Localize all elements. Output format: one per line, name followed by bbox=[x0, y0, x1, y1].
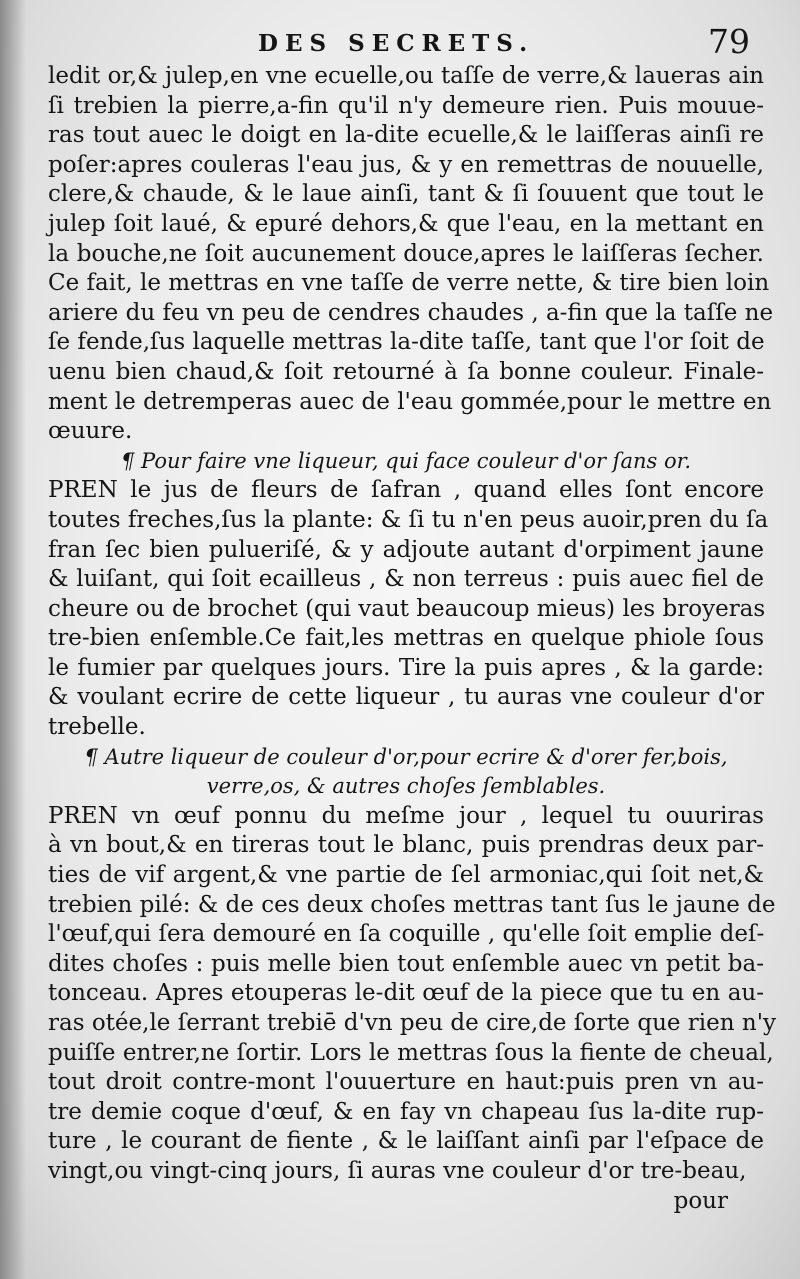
text-line: PREN le jus de fleurs de ſafran , quand elles ſont encore bbox=[48, 477, 764, 504]
text-line: tre demie coque d'œuf, & en fay vn chapeau ſus la-dite rup- bbox=[48, 1098, 764, 1125]
text-line: julep ſoit laué, & epuré dehors,& que l'eau, en la mettant en bbox=[48, 210, 764, 237]
gutter-shadow bbox=[0, 0, 26, 1279]
text-line: l'œuf,qui ſera demouré en ſa coquille , qu'elle ſoit emplie deſ- bbox=[48, 921, 765, 948]
text-line: tout droit contre-mont l'ouuerture en haut:puis pren vn au- bbox=[48, 1069, 764, 1096]
text-line: ſi trebien la pierre,a-fin qu'il n'y demeure rien. Puis mouue- bbox=[48, 92, 764, 119]
running-title: DES SECRETS. bbox=[258, 30, 535, 57]
text-line: Ce fait, le mettras en vne taſſe de verre nette, & tire bien loin bbox=[48, 270, 770, 297]
text-line: ras tout auec le doigt en la-dite ecuelle,& le laiſſeras ainſi re bbox=[48, 122, 764, 149]
text-line: ties de vif argent,& vne partie de ſel armoniac,qui ſoit net,& bbox=[48, 862, 764, 889]
section-heading-line: ¶ Autre liqueur de couleur d'or,pour ecrire & d'orer fer,bois, bbox=[84, 744, 728, 769]
text-line: poſer:apres couleras l'eau jus, & y en remettras de nouuelle, bbox=[48, 151, 764, 178]
text-line: à vn bout,& en tireras tout le blanc, puis prendras deux par- bbox=[48, 832, 764, 859]
section-heading-line: ¶ Pour faire vne liqueur, qui face couleur d'or ſans or. bbox=[121, 448, 691, 473]
text-line: trebelle. bbox=[48, 714, 146, 741]
text-line: tre-bien enſemble.Ce fait,les mettras en quelque phiole ſous bbox=[48, 625, 764, 652]
text-line: PREN vn œuf ponnu du meſme jour , lequel tu ouuriras bbox=[48, 802, 764, 829]
text-line: vingt,ou vingt-cinq jours, ſi auras vne couleur d'or tre-beau, bbox=[48, 1157, 747, 1184]
text-line: uenu bien chaud,& ſoit retourné à ſa bonne couleur. Finale- bbox=[48, 358, 764, 385]
text-line: & voulant ecrire de cette liqueur , tu auras vne couleur d'or bbox=[48, 684, 764, 711]
text-line: ment le detremperas auec de l'eau gommée,pour le mettre en bbox=[48, 388, 772, 415]
text-line: ledit or,& julep,en vne ecuelle,ou taſſe de verre,& laueras ain bbox=[48, 63, 764, 89]
text-line: toutes freches,ſus la plante: & ſi tu n'en peus auoir,pren du ſa bbox=[48, 506, 769, 533]
text-line: trebien pilé: & de ces deux choſes mettras tant ſus le jaune de bbox=[48, 891, 776, 918]
text-line: ariere du feu vn peu de cendres chaudes , a-fin que la taſſe ne bbox=[48, 299, 774, 326]
page-body bbox=[48, 62, 777, 1216]
text-line: œuure. bbox=[48, 418, 133, 445]
text-line: dites choſes : puis melle bien tout enſemble auec vn petit ba- bbox=[48, 950, 764, 977]
text-line: fran ſec bien pulueriſé, & y adjoute autant d'orpiment jaune bbox=[48, 536, 764, 563]
catchword: pour bbox=[673, 1187, 728, 1214]
text-line: & luiſant, qui ſoit ecailleus , & non terreus : puis auec fiel de bbox=[48, 566, 764, 593]
text-line: puiſſe entrer,ne ſortir. Lors le mettras ſous la fiente de cheual, bbox=[48, 1039, 774, 1066]
text-line: tonceau. Apres etouperas le-dit œuf de la piece que tu en au- bbox=[48, 980, 764, 1007]
text-line: la bouche,ne ſoit aucunement douce,apres le laiſſeras ſecher. bbox=[48, 240, 764, 267]
section-heading-line: verre,os, & autres choſes ſemblables. bbox=[206, 774, 606, 799]
text-line: ras otée,le ſerrant trebiē d'vn peu de cire,de ſorte que rien n'y bbox=[48, 1010, 777, 1036]
text-line: le fumier par quelques jours. Tire la puis apres , & la garde: bbox=[48, 654, 764, 681]
text-line: cheure ou de brochet (qui vaut beaucoup mieus) les broyeras bbox=[48, 595, 766, 622]
text-line: ſe fende,ſus laquelle mettras la-dite taſſe, tant que l'or ſoit de bbox=[48, 329, 765, 356]
text-line: clere,& chaude, & le laue ainſi, tant & ſi ſouuent que tout le bbox=[48, 181, 764, 208]
page-number: 79 bbox=[708, 22, 750, 61]
text-line: ture , le courant de fiente , & le laiſſant ainſi par l'eſpace de bbox=[48, 1128, 764, 1155]
